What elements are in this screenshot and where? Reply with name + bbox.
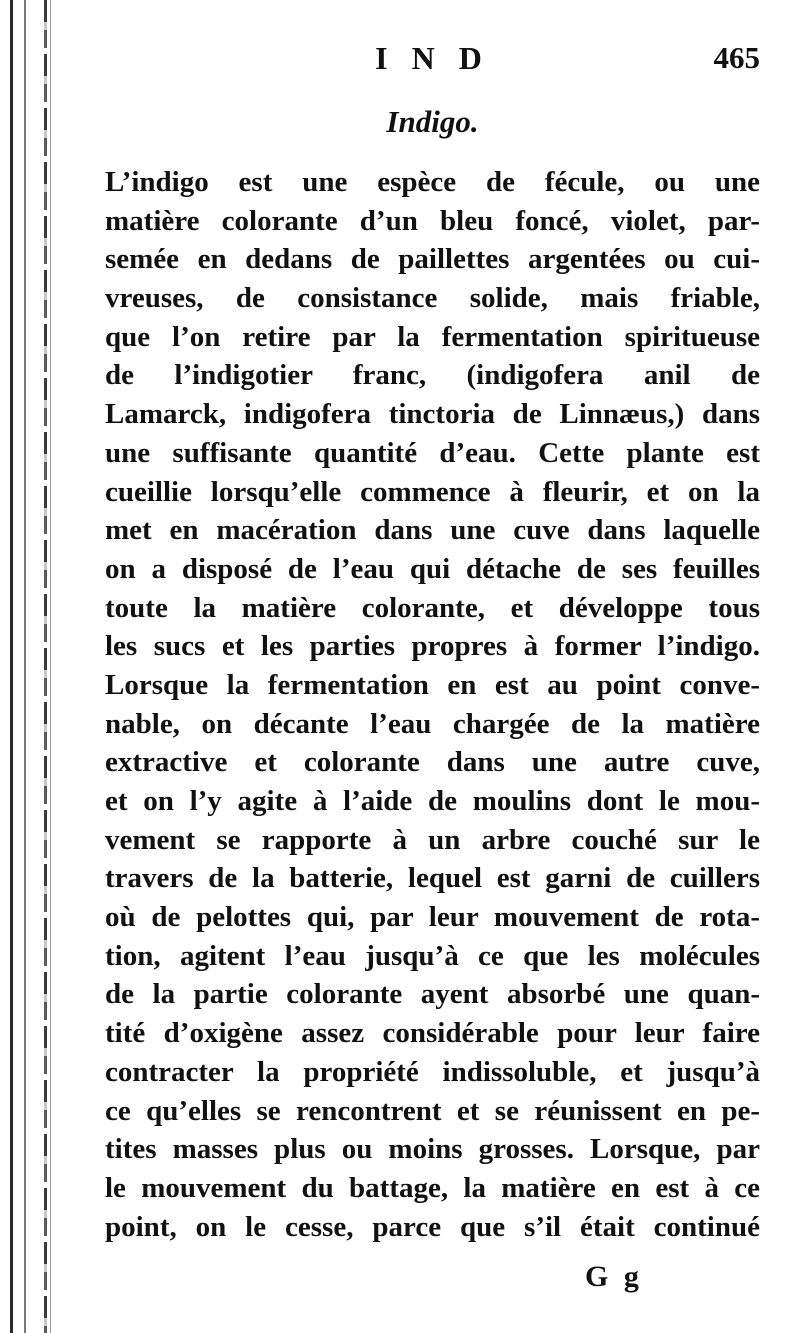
section-title: Indigo.	[386, 104, 479, 139]
text-line: nable, on décante l’eau chargée de la matière	[105, 707, 760, 740]
binding-edge	[0, 0, 56, 1333]
signature-mark: G g	[585, 1260, 643, 1293]
text-line: travers de la batterie, lequel est garni de cuillers	[105, 862, 760, 895]
text-line: contracter la propriété indissoluble, et jusqu’à	[105, 1055, 760, 1088]
text-line: Lorsque la fermentation en est au point conve-	[105, 668, 760, 701]
page-header	[105, 40, 760, 84]
text-line: point, on le cesse, parce que s’il était continué	[105, 1210, 760, 1243]
binding-line	[50, 0, 51, 1333]
text-line: on a disposé de l’eau qui détache de ses feuilles	[105, 552, 760, 585]
text-line: une suffisante quantité d’eau. Cette plante est	[105, 436, 760, 469]
text-line: de la partie colorante ayent absorbé une quan-	[105, 978, 760, 1011]
running-head: I N D	[375, 40, 490, 76]
text-line: vreuses, de consistance solide, mais friable,	[105, 282, 760, 315]
text-line: met en macération dans une cuve dans laquelle	[105, 514, 760, 547]
text-line: matière colorante d’un bleu foncé, violet, par-	[105, 204, 760, 237]
text-line: tion, agitent l’eau jusqu’à ce que les molécules	[105, 939, 760, 972]
text-line: où de pelottes qui, par leur mouvement de rota-	[105, 901, 760, 934]
text-line: toute la matière colorante, et développe tous	[105, 591, 760, 624]
text-line: ce qu’elles se rencontrent et se réunissent en pe-	[105, 1094, 760, 1127]
text-line: L’indigo est une espèce de fécule, ou une	[105, 166, 760, 198]
text-line: semée en dedans de paillettes argentées ou cui-	[105, 243, 760, 276]
text-line: tité d’oxigène assez considérable pour leur faire	[105, 1017, 760, 1050]
binding-line	[44, 0, 47, 1333]
binding-line	[24, 0, 26, 1333]
text-line: et on l’y agite à l’aide de moulins dont le mou-	[105, 785, 760, 817]
text-line: Lamarck, indigofera tinctoria de Linnæus,) dans	[105, 398, 760, 431]
page-number: 465	[713, 40, 760, 75]
text-line: de l’indigotier franc, (indigofera anil de	[105, 359, 760, 392]
body-text	[105, 163, 760, 1246]
text-line: vement se rapporte à un arbre couché sur le	[105, 823, 760, 856]
text-line: cueillie lorsqu’elle commence à fleurir, et on la	[105, 475, 760, 508]
text-line: tites masses plus ou moins grosses. Lorsque, par	[105, 1133, 760, 1166]
text-line: le mouvement du battage, la matière en est à ce	[105, 1171, 760, 1204]
text-line: que l’on retire par la fermentation spiritueuse	[105, 320, 760, 353]
binding-line	[10, 0, 13, 1333]
text-line: les sucs et les parties propres à former l’indigo.	[105, 630, 760, 663]
text-line: extractive et colorante dans une autre cuve,	[105, 746, 760, 779]
